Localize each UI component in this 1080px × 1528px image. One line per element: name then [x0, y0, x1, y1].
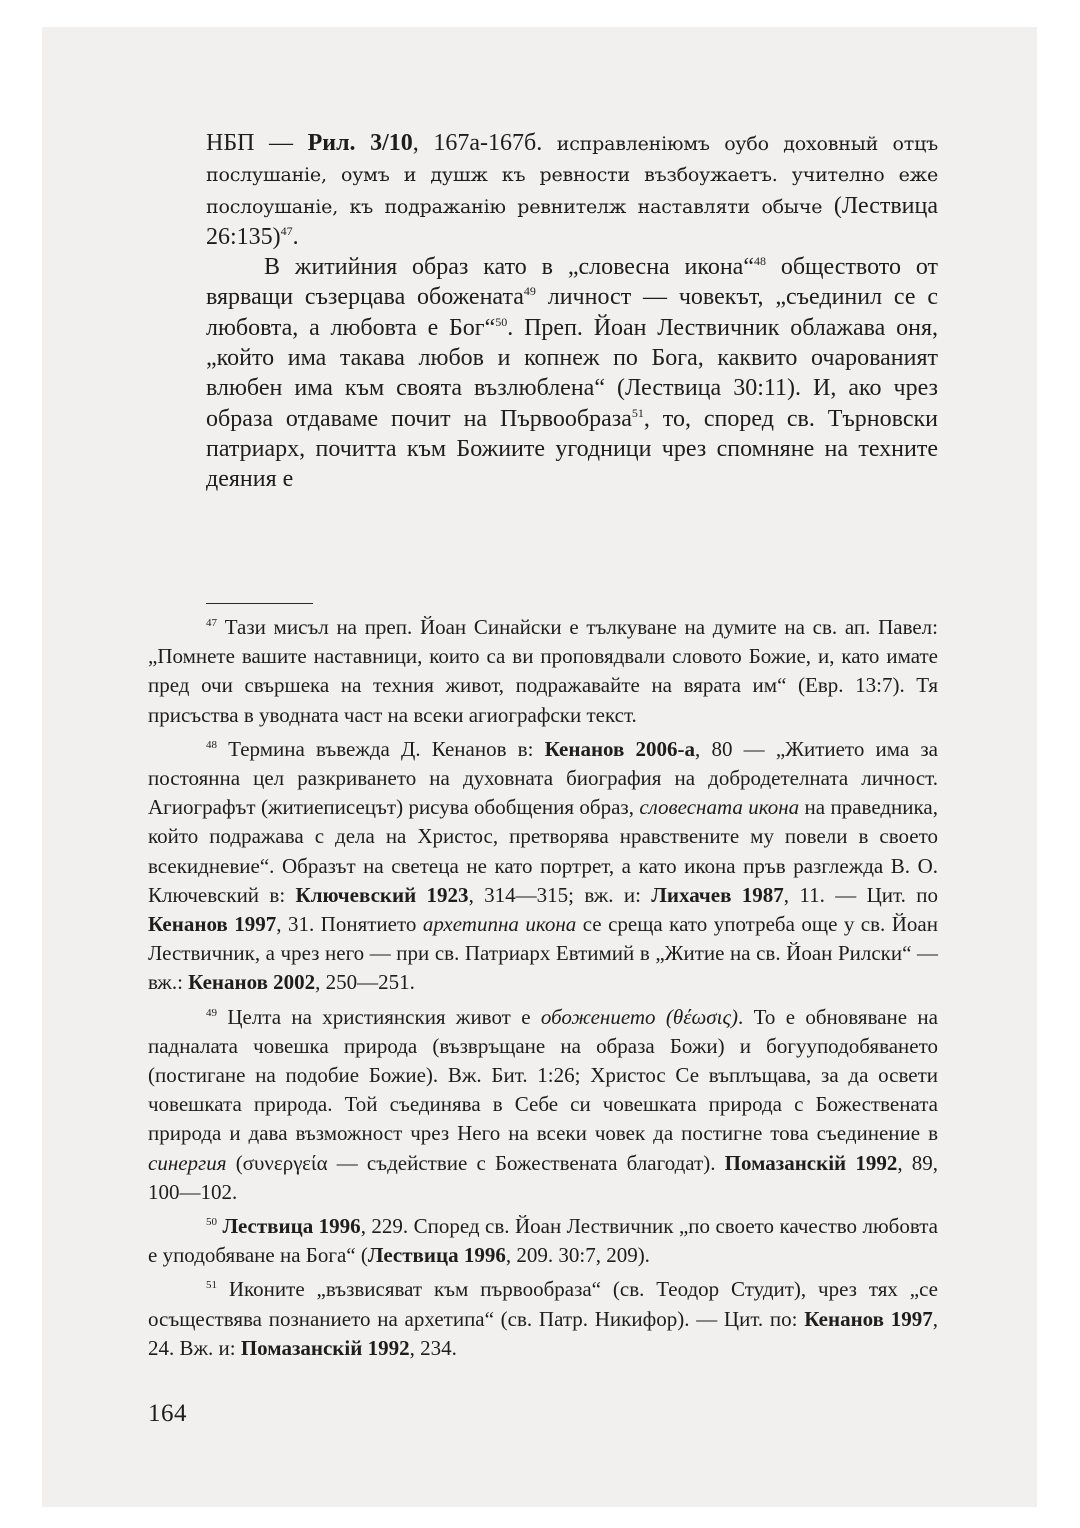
paragraph-quote — [206, 128, 938, 252]
footnote-text: , 209. 30:7, 209). — [505, 1243, 650, 1268]
footnote-text: Термина въвежда Д. Кенанов в: — [217, 736, 545, 761]
footnote-text: , 229. Според св. Йоан Лествичник „по своето качество любовта е уподобяване на Бога“ ( — [148, 1214, 938, 1268]
footnote-text: , 250—251. — [315, 970, 415, 995]
footnote-47 — [148, 613, 938, 730]
footnote-number: 49 — [206, 1006, 217, 1019]
slavonic-quote: исправленіюмъ оубо доховный отцъ послушаніе, оумъ и душж къ ревности възбоужаетъ. учително еже послоушаніе, къ подражанію ревнителж наставляти обыче — [206, 133, 938, 218]
citation-bold: Помазанскій 1992 — [724, 1150, 898, 1175]
footnote-number: 51 — [206, 1279, 217, 1292]
footnote-text: Целта на християнския живот е — [217, 1004, 541, 1029]
paragraph-end: . — [292, 223, 299, 250]
citation-bold: Кенанов 1997 — [148, 912, 277, 937]
paragraph-icon — [206, 252, 938, 494]
footnote-text: , 80 — „Житието има за постоянна цел разкриването на духовната биография на добродетелната личност. Агиографът (житиеписецът) рисува обобщения образ, — [148, 736, 938, 820]
footnote-text: , 11. — Цит. по — [783, 882, 938, 907]
footnote-text: на праведника, който подражава с дела на Христос, претворява нравствените му повели в своето всекидневие“. Образът на светеца не като портрет, а като икона пръв разглежда В. О. Ключевский в: — [148, 795, 938, 907]
footnote-text: , 31. Понятието — [276, 912, 423, 937]
citation-bold: Лихачев 1987 — [651, 882, 784, 907]
quote-citation: (Лествица 26:135) — [206, 192, 939, 250]
citation-bold: Кенанов 2006-а — [544, 736, 696, 761]
footnote-text: , 89, 100—102. — [148, 1150, 938, 1204]
source-manuscript: Рил. 3/10 — [307, 130, 413, 156]
footnote-number: 50 — [206, 1216, 217, 1229]
footnote-text: , 234. — [409, 1335, 457, 1360]
citation-bold: Кенанов 1997 — [804, 1306, 933, 1331]
citation-bold: Лествица 1996 — [222, 1214, 361, 1239]
term-italic: словесната икона — [639, 795, 800, 820]
footnote-48 — [148, 735, 938, 998]
paragraph-text-5: , то, според св. Търновски патриарх, почитта към Божиите угодници чрез спомняне на техните деяния е — [206, 405, 938, 493]
page-number: 164 — [148, 1400, 187, 1427]
footnote-text: Тази мисъл на преп. Йоан Синайски е тълкуване на думите на св. ап. Павел: „Помнете вашите наставници, които са ви проповядвали словото Божие, и, като имате пред очи свършека на техния живот, подражавайте на вярата им“ (Евр. 13:7). Тя присъства в уводната част на всеки агиографски текст. — [148, 615, 938, 727]
citation-bold: Помазанскій 1992 — [240, 1335, 410, 1360]
footnote-ref-51[interactable]: 51 — [631, 405, 644, 420]
footnote-ref-50[interactable]: 50 — [495, 314, 508, 329]
footnote-separator — [206, 603, 313, 604]
footnote-ref-48[interactable]: 48 — [753, 254, 766, 269]
footnote-text: (συνεργεία — съдействие с Божествената благодат). — [226, 1150, 725, 1175]
footnotes — [148, 613, 938, 1368]
footnote-ref-49[interactable]: 49 — [523, 284, 536, 299]
footnote-number: 47 — [206, 617, 217, 629]
footnote-number: 48 — [206, 738, 217, 751]
term-italic: архетипна икона — [422, 912, 577, 937]
footnote-ref-47[interactable]: 47 — [280, 223, 293, 238]
footnote-text: . То е обновяване на падналата човешка природа (възвръщане на образа Божи) и богууподобяването (постигане на подобие Божие). Вж. Бит. 1:26; Христос Се въплъщава, за да освети човешката природа. Той съединява в Себе си човешката природа с Божествената природа и дава възможност чрез Него на всеки човек да постигне това съединение в — [148, 1004, 938, 1146]
footnote-49 — [148, 1003, 938, 1207]
footnote-text: , 24. Вж. и: — [148, 1306, 938, 1360]
footnote-text: се среща като употреба още у св. Йоан Лествичник, а чрез него — при св. Патриарх Евтимий в „Житие на св. Йоан Рилски“ — вж.: — [148, 912, 938, 995]
paragraph-text-1: В житийния образ като в „словесна икона“ — [264, 254, 754, 281]
term-italic: обожението (θέωσις) — [540, 1004, 739, 1029]
footnote-51 — [148, 1275, 938, 1363]
footnote-text: Иконите „възвисяват към първообраза“ (св. Теодор Студит), чрез тях „се осъществява познанието на архетипа“ (св. Патр. Никифор). — Цит. по: — [148, 1277, 938, 1331]
paragraph-text-3: личност — човекът, „съединил се с любовта, а любовта е Бог“ — [206, 284, 938, 341]
citation-bold: Лествица 1996 — [367, 1243, 506, 1268]
folio-ref: , 167а-167б. — [412, 130, 557, 156]
footnote-text: , 314—315; вж. и: — [468, 882, 652, 907]
citation-bold: Ключевский 1923 — [295, 882, 469, 907]
paragraph-text-2: обществото от вярващи съзерцава обожената — [206, 254, 938, 311]
main-text — [206, 128, 938, 495]
term-italic: синергия — [148, 1150, 227, 1175]
citation-bold: Кенанов 2002 — [188, 970, 316, 995]
paragraph-text-4: . Преп. Йоан Лествичник облажава оня, „който има такава любов и копнеж по Бога, каквито очарованият влюбен има към своята възлюблена“ (Лествица 30:11). И, ако чрез образа отдаваме почит на Първообраза — [206, 314, 939, 432]
source-label: НБП — — [206, 130, 308, 156]
footnote-50 — [148, 1212, 938, 1270]
